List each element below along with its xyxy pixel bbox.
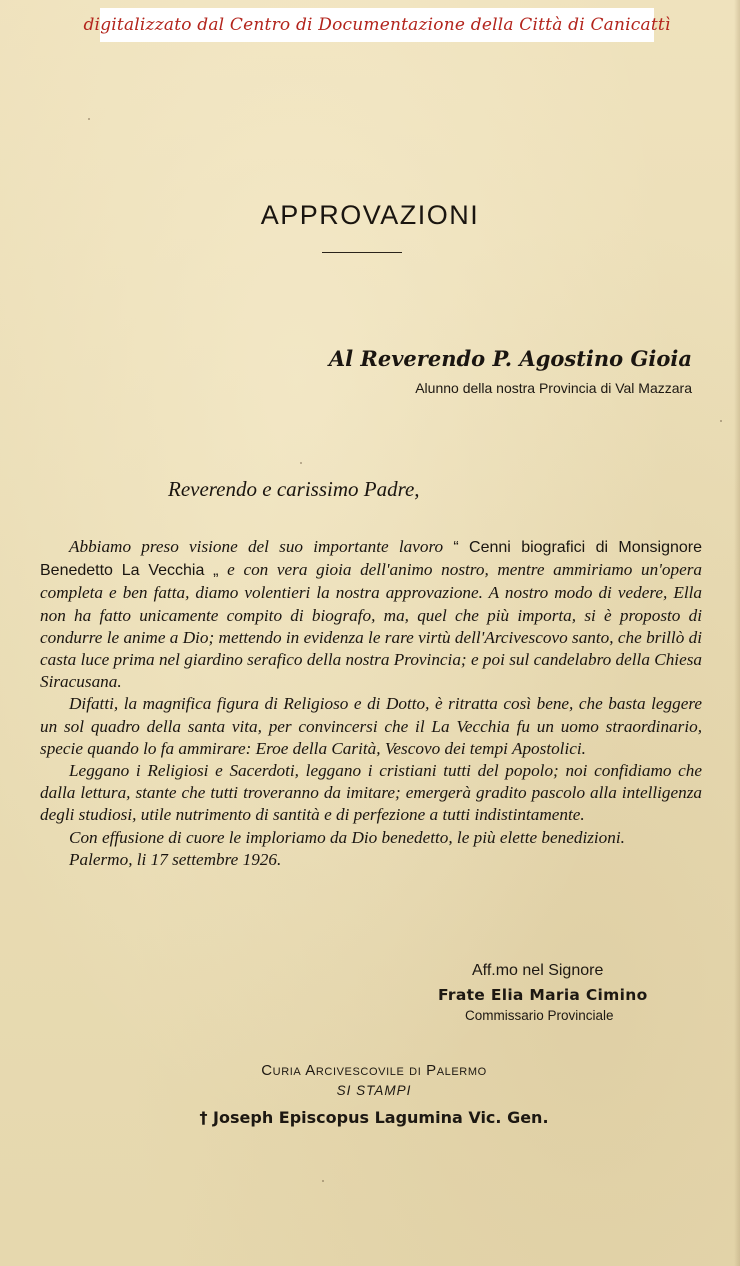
watermark-banner (83, 8, 671, 42)
letter-paragraph-2: Difatti, la magnifica figura di Religioso e di Dotto, è ritratta così bene, che basta leggere un sol quadro della santa vita, per convincersi che il La Vecchia fu un uomo straordinario, specie quando lo fa ammirare: Eroe della Carità, Vescovo dei tempi Apostolici. (40, 694, 702, 758)
signoff-signer-name: Frate Elia Maria Cimino (438, 986, 648, 1004)
letter-paragraph-4: Con effusione di cuore le imploriamo da Dio benedetto, le più elette benedizioni. (69, 827, 625, 847)
imprimatur-block (0, 1062, 740, 1127)
curia-title: Curia Arcivescovile di Palermo (261, 1062, 487, 1079)
addressee-subtitle: Alunno della nostra Provincia di Val Mazzara (415, 380, 692, 396)
paper-speck (300, 462, 302, 464)
paper-speck (180, 700, 182, 702)
imprimatur-stampi: SI STAMPI (336, 1083, 412, 1098)
letter-date: Palermo, li 17 settembre 1926. (69, 849, 282, 869)
addressee-name: Al Reverendo P. Agostino Gioia (328, 346, 692, 371)
salutation: Reverendo e carissimo Padre, (168, 477, 420, 501)
imprimatur-signature: † Joseph Episcopus Lagumina Vic. Gen. (199, 1108, 549, 1127)
letter-paragraph-1 (40, 536, 702, 693)
page-title: APPROVAZIONI (260, 200, 480, 230)
paper-speck (88, 118, 90, 120)
paragraph-1-intro: Abbiamo preso visione del suo importante lavoro (69, 537, 444, 556)
paper-speck (322, 1180, 324, 1182)
signoff-closing: Aff.mo nel Signore (472, 962, 604, 979)
signoff-signer-role: Commissario Provinciale (465, 1008, 614, 1023)
book-title: “ Cenni biografici di Monsignore Benedetto La Vecchia „ (40, 539, 703, 580)
letter-paragraph-3: Leggano i Religiosi e Sacerdoti, leggano i cristiani tutti del popolo; noi confidiamo che dalla lettura, stante che tutti troveranno da imitare; emergerà gradito pascolo alla intelligenza degli studiosi, utile nutrimento di santità e di perfezione a tutti indistintamente. (40, 761, 702, 825)
paper-speck (720, 420, 722, 422)
letter-body (40, 536, 702, 871)
watermark-text: digitalizzato dal Centro di Documentazione della Città di Canicattì (83, 15, 671, 35)
title-underline-divider (322, 252, 402, 253)
paragraph-1-rest: e con vera gioia dell'animo nostro, mentre ammiriamo un'opera completa e ben fatta, diamo volentieri la nostra approvazione. A nostro modo di vedere, Ella non ha fatto unicamente compito di biografo, ma, quel che più importa, si è proposto di condurre le anime a Dio; mettendo in evidenza le rare virtù dell'Arcivescovo santo, che brillò di casta luce prima nel giardino serafico della nostra Provincia; e poi sul candelabro della Chiesa Siracusana. (40, 560, 703, 692)
